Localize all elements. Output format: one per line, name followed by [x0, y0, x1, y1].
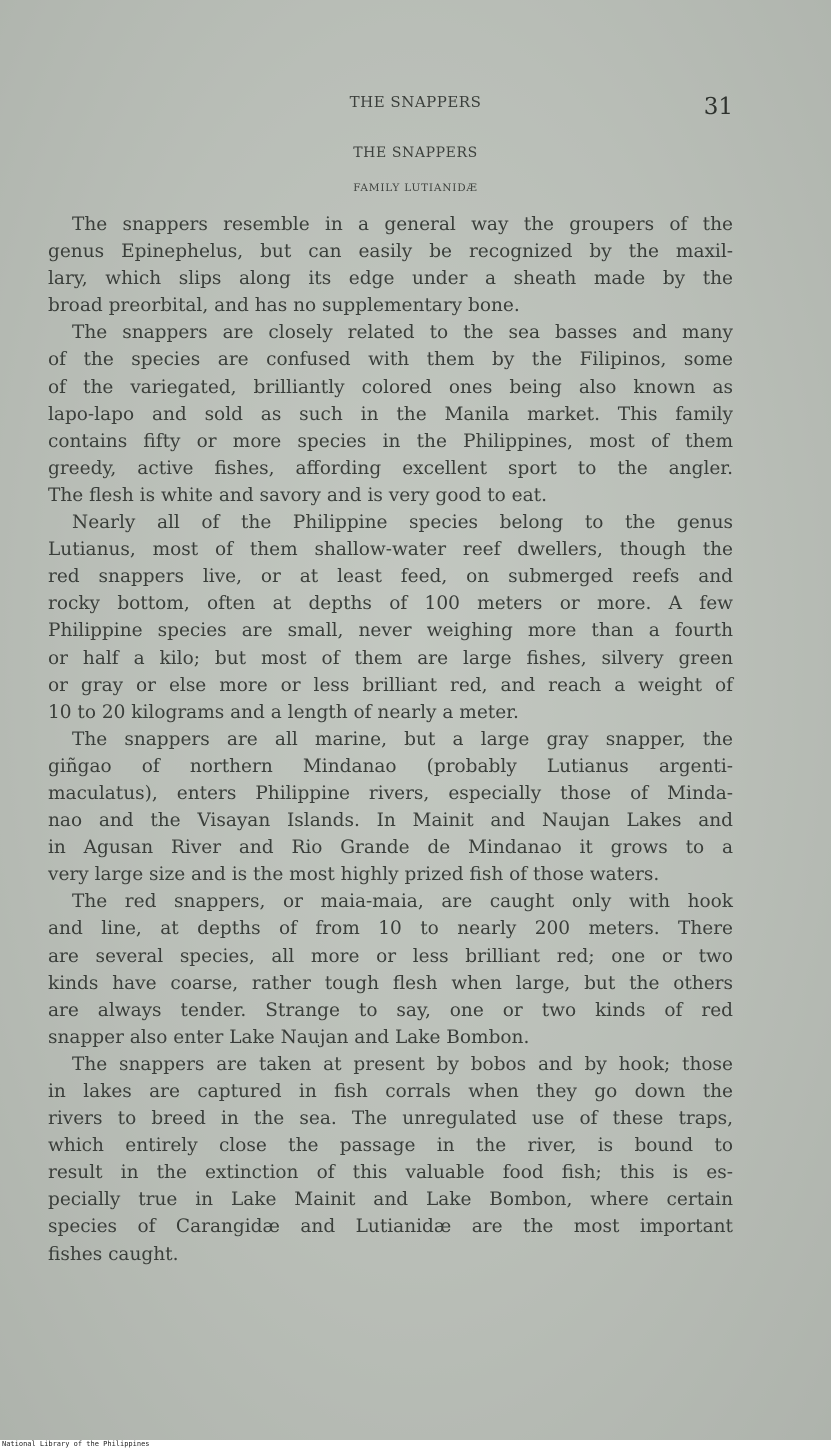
text-line: in Agusan River and Rio Grande de Mindanao it grows to a — [48, 837, 733, 859]
text-line: fishes caught. — [48, 1243, 179, 1265]
text-line: Lutianus, most of them shallow-water reef dwellers, though the — [48, 539, 733, 561]
text-line: The snappers are taken at present by bobos and by hook; those — [72, 1053, 733, 1075]
text-line: pecially true in Lake Mainit and Lake Bombon, where certain — [48, 1189, 733, 1211]
text-line: or half a kilo; but most of them are large fishes, silvery green — [48, 647, 733, 669]
family-title: FAMILY LUTIANIDÆ — [353, 182, 478, 194]
text-line: contains fifty or more species in the Philippines, most of them — [48, 430, 733, 452]
text-line: very large size and is the most highly prized fish of those waters. — [48, 864, 660, 886]
text-line: Philippine species are small, never weighing more than a fourth — [48, 620, 733, 642]
text-line: which entirely close the passage in the river, is bound to — [48, 1135, 733, 1157]
text-line: The snappers resemble in a general way the groupers of the — [72, 214, 733, 235]
text-line: The red snappers, or maia-maia, are caught only with hook — [72, 891, 733, 913]
text-line: giñgao of northern Mindanao (probably Lutianus argenti- — [48, 755, 733, 777]
text-line: The snappers are all marine, but a large gray snapper, the — [72, 728, 733, 750]
text-line: The flesh is white and savory and is very good to eat. — [48, 484, 547, 506]
text-line: result in the extinction of this valuable food fish; this is es- — [48, 1162, 733, 1184]
body-text — [48, 211, 733, 1268]
text-line: genus Epinephelus, but can easily be recognized by the maxil- — [48, 241, 733, 263]
text-line: rocky bottom, often at depths of 100 meters or more. A few — [48, 593, 733, 615]
text-line: The snappers are closely related to the sea basses and many — [72, 322, 733, 344]
text-line: of the species are confused with them by the Filipinos, some — [48, 349, 733, 371]
text-line: lapo-lapo and sold as such in the Manila market. This family — [48, 403, 733, 425]
text-line: red snappers live, or at least feed, on submerged reefs and — [48, 566, 733, 588]
library-credit: National Library of the Philippines — [2, 1440, 831, 1448]
text-line: Nearly all of the Philippine species belong to the genus — [72, 512, 733, 534]
text-line: of the variegated, brilliantly colored ones being also known as — [48, 376, 733, 398]
running-head: THE SNAPPERS — [349, 93, 482, 111]
text-line: maculatus), enters Philippine rivers, especially those of Minda- — [48, 782, 733, 804]
text-line: nao and the Visayan Islands. In Mainit and Naujan Lakes and — [48, 810, 733, 832]
text-line: in lakes are captured in fish corrals when they go down the — [48, 1081, 733, 1102]
text-line: snapper also enter Lake Naujan and Lake Bombon. — [48, 1026, 530, 1048]
text-line: lary, which slips along its edge under a sheath made by the — [48, 268, 733, 290]
text-line: or gray or else more or less brilliant red, and reach a weight of — [48, 674, 733, 696]
text-line: rivers to breed in the sea. The unregulated use of these traps, — [48, 1108, 733, 1130]
text-line: are always tender. Strange to say, one or two kinds of red — [48, 999, 733, 1021]
text-line: kinds have coarse, rather tough flesh when large, but the others — [48, 972, 733, 994]
page-number: 31 — [703, 94, 733, 120]
text-line: are several species, all more or less brilliant red; one or two — [48, 945, 733, 967]
section-title: THE SNAPPERS — [353, 145, 478, 161]
text-line: 10 to 20 kilograms and a length of nearly a meter. — [48, 701, 519, 723]
text-line: and line, at depths of from 10 to nearly 200 meters. There — [48, 918, 733, 940]
text-line: species of Carangidæ and Lutianidæ are the most important — [48, 1216, 733, 1238]
text-line: broad preorbital, and has no supplementary bone. — [48, 295, 520, 317]
text-line: greedy, active fishes, affording excellent sport to the angler. — [48, 457, 733, 479]
